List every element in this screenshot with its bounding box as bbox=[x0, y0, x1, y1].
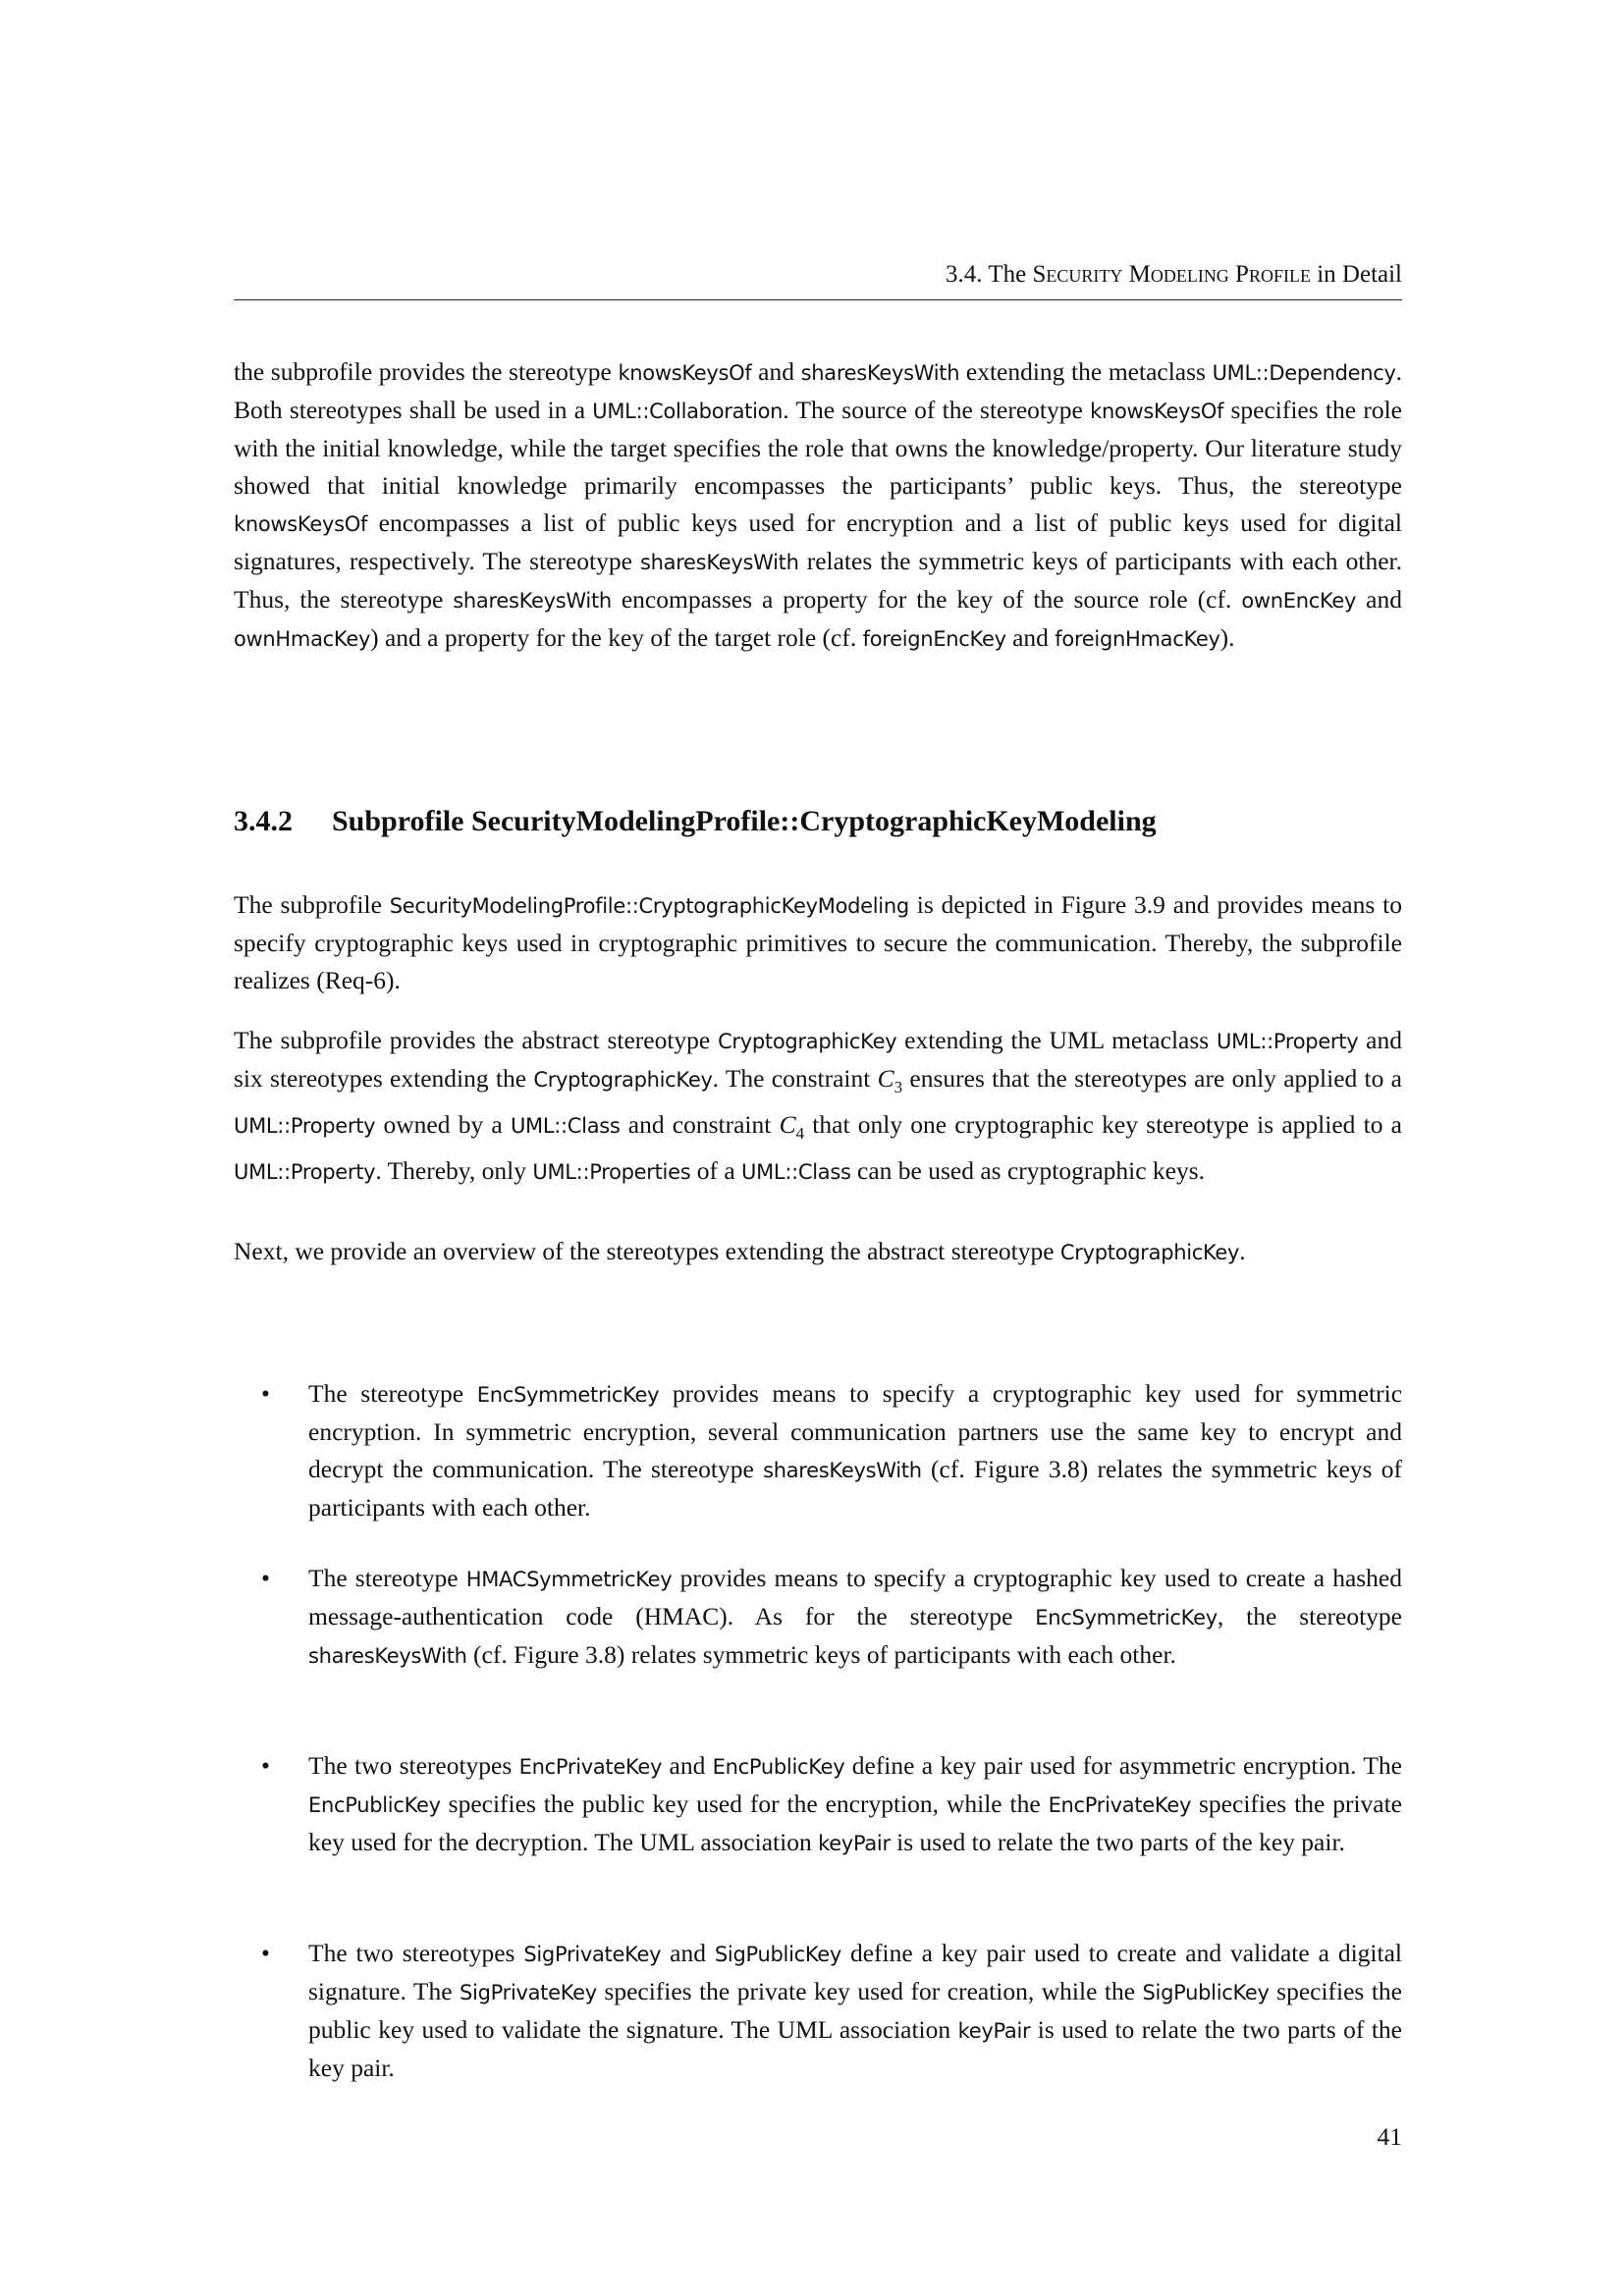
text-run: and bbox=[662, 1751, 713, 1780]
stereotype-name: knowsKeysOf bbox=[1090, 400, 1224, 423]
paragraph bbox=[234, 1233, 1402, 1271]
stereotype-name: CryptographicKey bbox=[533, 1068, 713, 1092]
stereotype-name: knowsKeysOf bbox=[618, 361, 752, 385]
stereotype-name: EncSymmetricKey bbox=[1035, 1606, 1218, 1629]
paragraph bbox=[234, 886, 1402, 999]
math-symbol: 3 bbox=[893, 1078, 903, 1097]
text-run: The two stereotypes bbox=[308, 1751, 519, 1780]
text-run: provides means to specify a cryptographic key used for symmetric encryption. In symmetric encryption, several communication partners use the same key to encrypt and decrypt the communication. The stereotype bbox=[308, 1379, 1403, 1483]
text-run: , the stereotype bbox=[1217, 1602, 1402, 1630]
text-run: specifies the role with the initial knowledge, while the target specifies the role that owns the knowledge/property. Our literature study showed that initial knowledge primarily encompasses the participants’ public keys. Thus, the stereotype bbox=[234, 396, 1402, 500]
stereotype-name: UML::Property bbox=[1217, 1030, 1359, 1053]
text-run: The two stereotypes bbox=[308, 1939, 524, 1967]
list-item bbox=[308, 1747, 1402, 1862]
stereotype-name: keyPair bbox=[818, 1832, 891, 1855]
stereotype-name: HMACSymmetricKey bbox=[465, 1568, 673, 1591]
stereotype-name: foreignEncKey bbox=[862, 627, 1006, 651]
list-item bbox=[308, 1560, 1402, 1675]
math-symbol: 4 bbox=[795, 1124, 805, 1144]
text-run: can be used as cryptographic keys. bbox=[850, 1156, 1206, 1186]
section-number: 3.4.2 bbox=[234, 805, 293, 837]
text-run: relates the symmetric keys of participants with each other. Thus, the stereotype bbox=[234, 547, 1402, 614]
stereotype-name: EncPublicKey bbox=[308, 1793, 441, 1817]
text-run: specifies the public key used to validate the signature. The UML association bbox=[308, 1977, 1402, 2044]
stereotype-name: keyPair bbox=[957, 2019, 1031, 2043]
stereotype-name: CryptographicKey bbox=[718, 1030, 897, 1053]
stereotype-name: UML::Properties bbox=[532, 1160, 691, 1185]
stereotype-name: UML::Property bbox=[234, 1114, 376, 1139]
page-number: 41 bbox=[1377, 2122, 1402, 2151]
section-heading bbox=[234, 805, 1157, 838]
stereotype-name: sharesKeysWith bbox=[308, 1644, 467, 1668]
text-run: of a bbox=[690, 1156, 742, 1186]
text-run: ensures that the stereotypes are only applied to a bbox=[902, 1064, 1402, 1093]
text-run: . Both stereotypes shall be used in a bbox=[234, 357, 1402, 424]
stereotype-name: EncPrivateKey bbox=[1048, 1793, 1192, 1817]
text-run: (cf. Figure 3.8) relates the symmetric keys of participants with each other. bbox=[308, 1455, 1403, 1522]
text-run: specifies the private key used for the decryption. The UML association bbox=[308, 1789, 1402, 1856]
text-run: and six stereotypes extending the bbox=[234, 1026, 1402, 1093]
list-item bbox=[308, 1375, 1402, 1526]
text-run: The stereotype bbox=[308, 1379, 477, 1408]
stereotype-name: SigPrivateKey bbox=[460, 1981, 597, 2004]
text-run: extending the metaclass bbox=[959, 357, 1213, 386]
stereotype-name: EncSymmetricKey bbox=[476, 1383, 660, 1407]
text-run: Next, we provide an overview of the stereotypes extending the abstract stereotype bbox=[234, 1237, 1060, 1265]
stereotype-name: sharesKeysWith bbox=[639, 551, 799, 574]
text-run: and bbox=[661, 1939, 715, 1967]
stereotype-name: SigPrivateKey bbox=[523, 1943, 662, 1966]
text-run: owned by a bbox=[375, 1110, 511, 1140]
text-run: The stereotype bbox=[308, 1564, 466, 1592]
list-item bbox=[308, 1935, 1402, 2087]
text-run: ) and a property for the key of the target role (cf. bbox=[370, 623, 863, 652]
text-run: and constraint bbox=[620, 1110, 780, 1140]
stereotype-name: UML::Collaboration bbox=[592, 400, 784, 423]
text-run: The subprofile bbox=[234, 890, 390, 919]
text-run: The subprofile provides the abstract stereotype bbox=[234, 1026, 719, 1054]
text-run: encompasses a list of public keys used for encryption and a list of public keys used for digital signatures, respectively. The stereotype bbox=[234, 508, 1402, 575]
stereotype-name: ownEncKey bbox=[1241, 589, 1357, 613]
stereotype-name: knowsKeysOf bbox=[234, 512, 368, 536]
stereotype-name: SigPublicKey bbox=[1142, 1981, 1270, 2004]
running-header bbox=[234, 261, 1402, 289]
stereotype-name: CryptographicKey bbox=[1059, 1241, 1240, 1264]
stereotype-name: ownHmacKey bbox=[234, 627, 371, 651]
text-run: that only one cryptographic key stereotype is applied to a bbox=[804, 1110, 1402, 1140]
header-smallcaps: Security Modeling Profile bbox=[1032, 261, 1311, 288]
header-prefix: 3.4. The bbox=[946, 261, 1033, 288]
header-suffix: in Detail bbox=[1310, 261, 1402, 288]
stereotype-name: sharesKeysWith bbox=[800, 361, 960, 385]
stereotype-name: EncPrivateKey bbox=[518, 1755, 663, 1779]
text-run: is used to relate the two parts of the key pair. bbox=[890, 1828, 1345, 1856]
text-run: define a key pair used to create and validate a digital signature. The bbox=[308, 1939, 1403, 2005]
math-symbol: C bbox=[779, 1110, 796, 1140]
text-run: and bbox=[1356, 585, 1402, 614]
stereotype-name: foreignHmacKey bbox=[1055, 627, 1220, 651]
text-run: extending the UML metaclass bbox=[896, 1026, 1218, 1054]
text-run: provides means to specify a cryptographic key used to create a hashed message-authentication code (HMAC). As for the stereotype bbox=[308, 1564, 1403, 1630]
paragraph bbox=[234, 1022, 1402, 1191]
stereotype-name: EncPublicKey bbox=[712, 1755, 845, 1779]
text-run: . bbox=[1239, 1237, 1246, 1265]
stereotype-name: SigPublicKey bbox=[714, 1943, 842, 1966]
section-title: Subprofile SecurityModelingProfile::CryptographicKeyModeling bbox=[332, 805, 1157, 837]
header-rule bbox=[234, 299, 1402, 300]
text-run: (cf. Figure 3.8) relates symmetric keys of participants with each other. bbox=[466, 1640, 1176, 1669]
text-run: specifies the private key used for creation, while the bbox=[596, 1977, 1143, 2005]
text-run: and bbox=[751, 357, 801, 386]
math-symbol: C bbox=[877, 1064, 894, 1093]
stereotype-name: UML::Property bbox=[234, 1160, 376, 1185]
stereotype-name: sharesKeysWith bbox=[763, 1459, 922, 1482]
stereotype-name: UML::Dependency bbox=[1212, 361, 1396, 385]
text-run: specifies the public key used for the encryption, while the bbox=[440, 1789, 1049, 1818]
stereotype-name: SecurityModelingProfile::CryptographicKeyModeling bbox=[389, 894, 909, 918]
stereotype-name: UML::Class bbox=[741, 1160, 851, 1185]
paragraph bbox=[234, 353, 1402, 658]
text-run: the subprofile provides the stereotype bbox=[234, 357, 619, 386]
text-run: ). bbox=[1219, 623, 1235, 652]
stereotype-name: UML::Class bbox=[510, 1114, 621, 1139]
text-run: is used to relate the two parts of the key pair. bbox=[308, 2015, 1402, 2082]
stereotype-name: sharesKeysWith bbox=[453, 589, 612, 613]
text-run: . The source of the stereotype bbox=[783, 396, 1091, 424]
text-run: is depicted in Figure 3.9 and provides means to specify cryptographic keys used in cryptographic primitives to secure the communication. Thereby, the subprofile realizes (Req-6). bbox=[234, 890, 1402, 994]
text-run: and bbox=[1005, 623, 1056, 652]
text-run: . Thereby, only bbox=[375, 1156, 533, 1186]
text-run: define a key pair used for asymmetric encryption. The bbox=[844, 1751, 1402, 1780]
text-run: . The constraint bbox=[712, 1064, 878, 1093]
text-run: encompasses a property for the key of the source role (cf. bbox=[611, 585, 1242, 614]
